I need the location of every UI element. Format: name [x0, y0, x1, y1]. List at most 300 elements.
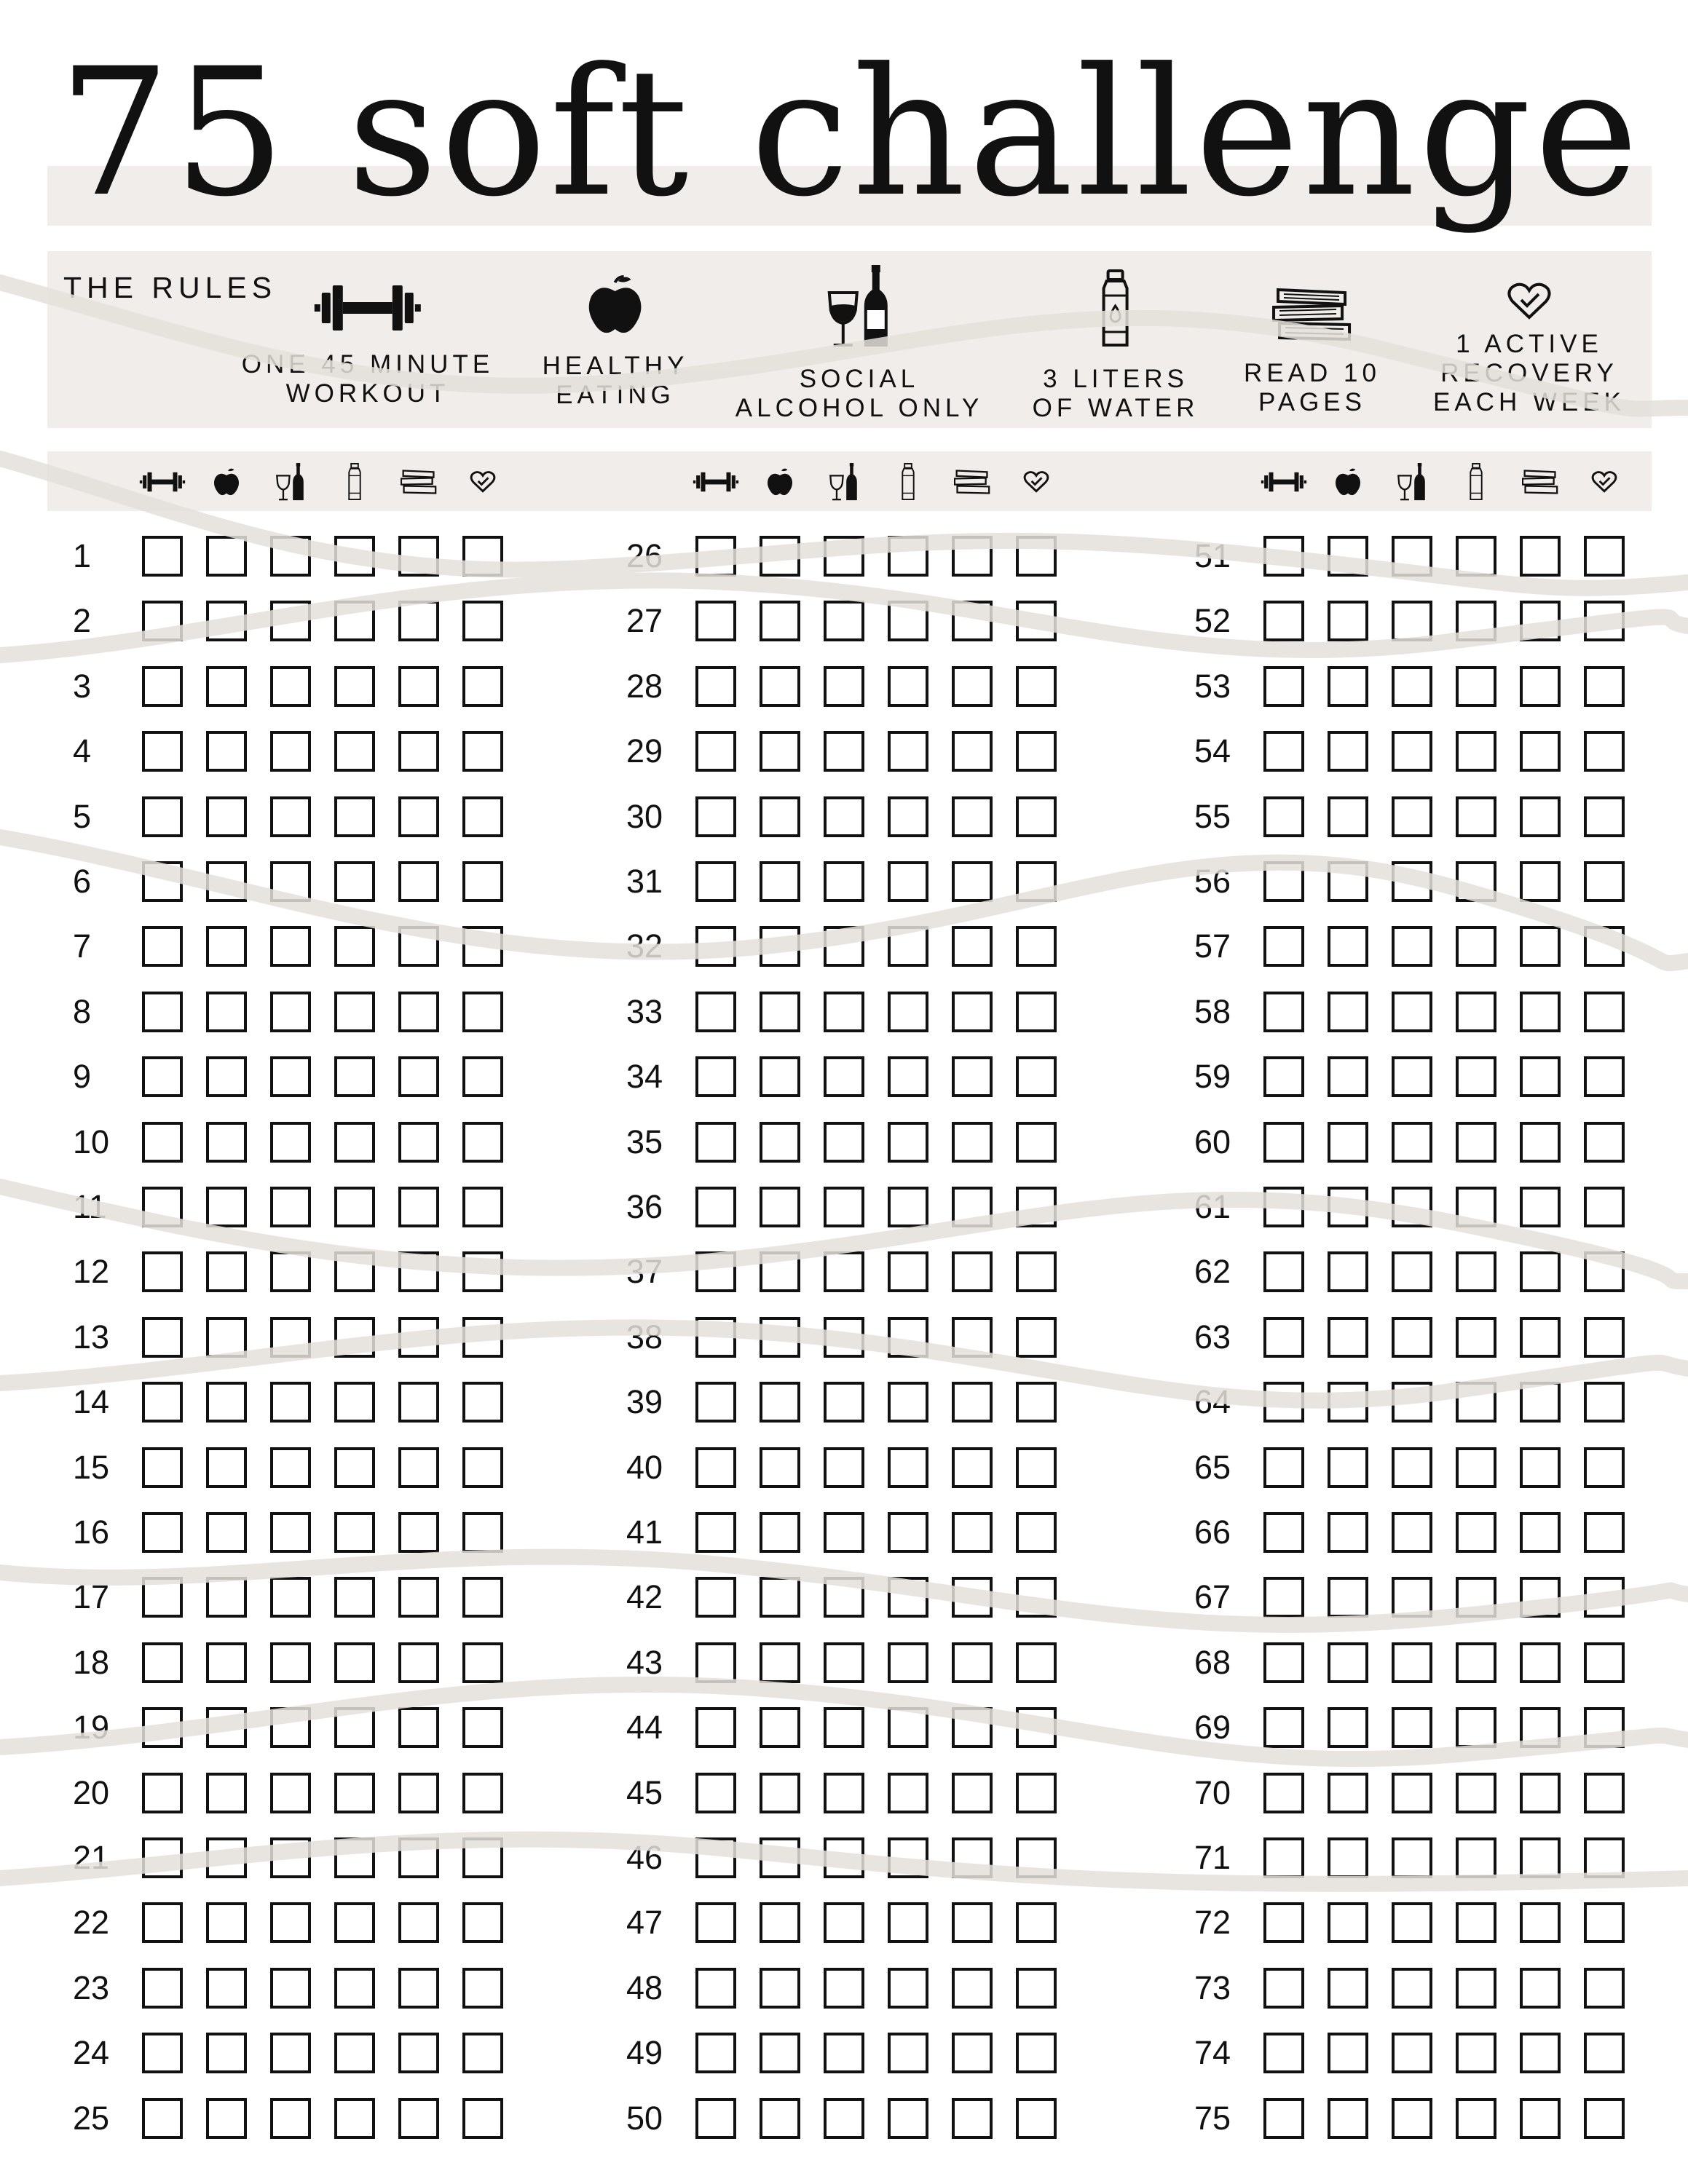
checkbox-active-recovery[interactable]: [1016, 1577, 1057, 1618]
checkbox-healthy-eating[interactable]: [1328, 1577, 1368, 1618]
checkbox-workout[interactable]: [695, 601, 736, 641]
checkbox-reading[interactable]: [952, 536, 993, 577]
checkbox-water[interactable]: [1456, 992, 1496, 1032]
checkbox-alcohol[interactable]: [270, 861, 311, 902]
checkbox-alcohol[interactable]: [1392, 536, 1432, 577]
checkbox-water[interactable]: [1456, 1447, 1496, 1488]
checkbox-active-recovery[interactable]: [462, 1382, 503, 1423]
checkbox-healthy-eating[interactable]: [760, 1512, 800, 1553]
checkbox-healthy-eating[interactable]: [760, 1577, 800, 1618]
checkbox-active-recovery[interactable]: [1016, 796, 1057, 837]
checkbox-alcohol[interactable]: [270, 731, 311, 772]
checkbox-active-recovery[interactable]: [1584, 1056, 1625, 1097]
checkbox-workout[interactable]: [1263, 1968, 1304, 2009]
checkbox-alcohol[interactable]: [1392, 1707, 1432, 1748]
checkbox-alcohol[interactable]: [270, 1642, 311, 1683]
checkbox-water[interactable]: [888, 1251, 928, 1292]
checkbox-workout[interactable]: [1263, 1837, 1304, 1878]
checkbox-water[interactable]: [334, 1317, 375, 1358]
checkbox-water[interactable]: [1456, 1902, 1496, 1943]
checkbox-healthy-eating[interactable]: [1328, 2033, 1368, 2073]
checkbox-healthy-eating[interactable]: [760, 1382, 800, 1423]
checkbox-workout[interactable]: [1263, 1902, 1304, 1943]
checkbox-healthy-eating[interactable]: [206, 1447, 247, 1488]
checkbox-healthy-eating[interactable]: [206, 1122, 247, 1163]
checkbox-workout[interactable]: [142, 731, 183, 772]
checkbox-water[interactable]: [1456, 1773, 1496, 1813]
checkbox-reading[interactable]: [1520, 992, 1561, 1032]
checkbox-alcohol[interactable]: [1392, 1968, 1432, 2009]
checkbox-workout[interactable]: [142, 1902, 183, 1943]
checkbox-alcohol[interactable]: [824, 536, 864, 577]
checkbox-active-recovery[interactable]: [462, 1707, 503, 1748]
checkbox-alcohol[interactable]: [270, 992, 311, 1032]
checkbox-water[interactable]: [1456, 796, 1496, 837]
checkbox-workout[interactable]: [695, 1251, 736, 1292]
checkbox-healthy-eating[interactable]: [1328, 666, 1368, 707]
checkbox-alcohol[interactable]: [824, 1968, 864, 2009]
checkbox-workout[interactable]: [695, 1447, 736, 1488]
checkbox-water[interactable]: [334, 1122, 375, 1163]
checkbox-alcohol[interactable]: [270, 601, 311, 641]
checkbox-workout[interactable]: [142, 666, 183, 707]
checkbox-workout[interactable]: [695, 1056, 736, 1097]
checkbox-water[interactable]: [888, 1902, 928, 1943]
checkbox-water[interactable]: [1456, 926, 1496, 967]
checkbox-active-recovery[interactable]: [462, 796, 503, 837]
checkbox-alcohol[interactable]: [1392, 1187, 1432, 1227]
checkbox-workout[interactable]: [695, 992, 736, 1032]
checkbox-workout[interactable]: [142, 536, 183, 577]
checkbox-workout[interactable]: [1263, 1512, 1304, 1553]
checkbox-alcohol[interactable]: [1392, 1837, 1432, 1878]
checkbox-water[interactable]: [888, 1382, 928, 1423]
checkbox-reading[interactable]: [398, 1317, 439, 1358]
checkbox-alcohol[interactable]: [824, 2098, 864, 2139]
checkbox-water[interactable]: [334, 1056, 375, 1097]
checkbox-reading[interactable]: [952, 1447, 993, 1488]
checkbox-reading[interactable]: [952, 926, 993, 967]
checkbox-workout[interactable]: [142, 1577, 183, 1618]
checkbox-workout[interactable]: [695, 1837, 736, 1878]
checkbox-workout[interactable]: [1263, 1251, 1304, 1292]
checkbox-workout[interactable]: [142, 1512, 183, 1553]
checkbox-water[interactable]: [888, 1122, 928, 1163]
checkbox-active-recovery[interactable]: [462, 2033, 503, 2073]
checkbox-active-recovery[interactable]: [1584, 1512, 1625, 1553]
checkbox-workout[interactable]: [695, 1707, 736, 1748]
checkbox-active-recovery[interactable]: [1016, 1968, 1057, 2009]
checkbox-healthy-eating[interactable]: [206, 1707, 247, 1748]
checkbox-workout[interactable]: [142, 2033, 183, 2073]
checkbox-workout[interactable]: [695, 1122, 736, 1163]
checkbox-active-recovery[interactable]: [1584, 926, 1625, 967]
checkbox-alcohol[interactable]: [1392, 666, 1432, 707]
checkbox-active-recovery[interactable]: [1584, 1968, 1625, 2009]
checkbox-active-recovery[interactable]: [1584, 666, 1625, 707]
checkbox-reading[interactable]: [952, 2033, 993, 2073]
checkbox-active-recovery[interactable]: [462, 1902, 503, 1943]
checkbox-active-recovery[interactable]: [462, 1773, 503, 1813]
checkbox-healthy-eating[interactable]: [206, 1382, 247, 1423]
checkbox-water[interactable]: [1456, 1251, 1496, 1292]
checkbox-reading[interactable]: [952, 1512, 993, 1553]
checkbox-reading[interactable]: [398, 601, 439, 641]
checkbox-healthy-eating[interactable]: [206, 1187, 247, 1227]
checkbox-alcohol[interactable]: [1392, 731, 1432, 772]
checkbox-reading[interactable]: [398, 796, 439, 837]
checkbox-water[interactable]: [334, 796, 375, 837]
checkbox-reading[interactable]: [398, 2033, 439, 2073]
checkbox-water[interactable]: [888, 1187, 928, 1227]
checkbox-active-recovery[interactable]: [1584, 1707, 1625, 1748]
checkbox-alcohol[interactable]: [270, 1382, 311, 1423]
checkbox-workout[interactable]: [695, 666, 736, 707]
checkbox-alcohol[interactable]: [270, 1707, 311, 1748]
checkbox-water[interactable]: [1456, 1968, 1496, 2009]
checkbox-workout[interactable]: [142, 1056, 183, 1097]
checkbox-water[interactable]: [1456, 1707, 1496, 1748]
checkbox-healthy-eating[interactable]: [760, 1122, 800, 1163]
checkbox-water[interactable]: [888, 926, 928, 967]
checkbox-healthy-eating[interactable]: [1328, 1968, 1368, 2009]
checkbox-healthy-eating[interactable]: [1328, 536, 1368, 577]
checkbox-healthy-eating[interactable]: [1328, 1837, 1368, 1878]
checkbox-reading[interactable]: [1520, 2098, 1561, 2139]
checkbox-water[interactable]: [1456, 1512, 1496, 1553]
checkbox-healthy-eating[interactable]: [206, 1642, 247, 1683]
checkbox-alcohol[interactable]: [824, 1251, 864, 1292]
checkbox-reading[interactable]: [1520, 1056, 1561, 1097]
checkbox-reading[interactable]: [398, 1707, 439, 1748]
checkbox-reading[interactable]: [1520, 1773, 1561, 1813]
checkbox-workout[interactable]: [1263, 1317, 1304, 1358]
checkbox-alcohol[interactable]: [1392, 992, 1432, 1032]
checkbox-reading[interactable]: [1520, 1317, 1561, 1358]
checkbox-reading[interactable]: [398, 992, 439, 1032]
checkbox-alcohol[interactable]: [270, 536, 311, 577]
checkbox-water[interactable]: [888, 1837, 928, 1878]
checkbox-healthy-eating[interactable]: [1328, 861, 1368, 902]
checkbox-water[interactable]: [888, 1512, 928, 1553]
checkbox-healthy-eating[interactable]: [760, 731, 800, 772]
checkbox-active-recovery[interactable]: [462, 992, 503, 1032]
checkbox-workout[interactable]: [695, 1642, 736, 1683]
checkbox-reading[interactable]: [1520, 536, 1561, 577]
checkbox-alcohol[interactable]: [824, 2033, 864, 2073]
checkbox-healthy-eating[interactable]: [206, 796, 247, 837]
checkbox-workout[interactable]: [1263, 861, 1304, 902]
checkbox-workout[interactable]: [695, 2033, 736, 2073]
checkbox-healthy-eating[interactable]: [1328, 1707, 1368, 1748]
checkbox-healthy-eating[interactable]: [760, 992, 800, 1032]
checkbox-reading[interactable]: [952, 1968, 993, 2009]
checkbox-workout[interactable]: [695, 796, 736, 837]
checkbox-healthy-eating[interactable]: [1328, 796, 1368, 837]
checkbox-workout[interactable]: [1263, 1773, 1304, 1813]
checkbox-workout[interactable]: [1263, 1382, 1304, 1423]
checkbox-active-recovery[interactable]: [1016, 926, 1057, 967]
checkbox-water[interactable]: [334, 536, 375, 577]
checkbox-water[interactable]: [334, 861, 375, 902]
checkbox-reading[interactable]: [398, 731, 439, 772]
checkbox-water[interactable]: [888, 2098, 928, 2139]
checkbox-alcohol[interactable]: [824, 1122, 864, 1163]
checkbox-healthy-eating[interactable]: [206, 2033, 247, 2073]
checkbox-reading[interactable]: [952, 731, 993, 772]
checkbox-water[interactable]: [334, 1968, 375, 2009]
checkbox-water[interactable]: [888, 1056, 928, 1097]
checkbox-reading[interactable]: [1520, 1122, 1561, 1163]
checkbox-water[interactable]: [1456, 601, 1496, 641]
checkbox-reading[interactable]: [1520, 1251, 1561, 1292]
checkbox-alcohol[interactable]: [824, 926, 864, 967]
checkbox-alcohol[interactable]: [824, 861, 864, 902]
checkbox-healthy-eating[interactable]: [760, 666, 800, 707]
checkbox-active-recovery[interactable]: [1016, 1902, 1057, 1943]
checkbox-workout[interactable]: [1263, 601, 1304, 641]
checkbox-healthy-eating[interactable]: [206, 1251, 247, 1292]
checkbox-workout[interactable]: [142, 926, 183, 967]
checkbox-alcohol[interactable]: [1392, 2033, 1432, 2073]
checkbox-workout[interactable]: [695, 1317, 736, 1358]
checkbox-water[interactable]: [334, 1187, 375, 1227]
checkbox-active-recovery[interactable]: [1016, 1187, 1057, 1227]
checkbox-water[interactable]: [888, 1642, 928, 1683]
checkbox-alcohol[interactable]: [1392, 1056, 1432, 1097]
checkbox-reading[interactable]: [952, 1707, 993, 1748]
checkbox-workout[interactable]: [1263, 1187, 1304, 1227]
checkbox-workout[interactable]: [1263, 1577, 1304, 1618]
checkbox-active-recovery[interactable]: [462, 536, 503, 577]
checkbox-healthy-eating[interactable]: [206, 861, 247, 902]
checkbox-healthy-eating[interactable]: [206, 926, 247, 967]
checkbox-reading[interactable]: [398, 1187, 439, 1227]
checkbox-alcohol[interactable]: [1392, 796, 1432, 837]
checkbox-active-recovery[interactable]: [462, 1837, 503, 1878]
checkbox-reading[interactable]: [1520, 731, 1561, 772]
checkbox-alcohol[interactable]: [1392, 1577, 1432, 1618]
checkbox-alcohol[interactable]: [270, 666, 311, 707]
checkbox-active-recovery[interactable]: [462, 1447, 503, 1488]
checkbox-workout[interactable]: [142, 1968, 183, 2009]
checkbox-workout[interactable]: [142, 1187, 183, 1227]
checkbox-healthy-eating[interactable]: [1328, 1512, 1368, 1553]
checkbox-alcohol[interactable]: [824, 1382, 864, 1423]
checkbox-reading[interactable]: [952, 1837, 993, 1878]
checkbox-alcohol[interactable]: [824, 796, 864, 837]
checkbox-water[interactable]: [334, 1707, 375, 1748]
checkbox-water[interactable]: [888, 1707, 928, 1748]
checkbox-water[interactable]: [1456, 1577, 1496, 1618]
checkbox-active-recovery[interactable]: [1584, 1122, 1625, 1163]
checkbox-reading[interactable]: [1520, 1512, 1561, 1553]
checkbox-healthy-eating[interactable]: [206, 1577, 247, 1618]
checkbox-workout[interactable]: [142, 1251, 183, 1292]
checkbox-alcohol[interactable]: [824, 666, 864, 707]
checkbox-alcohol[interactable]: [270, 926, 311, 967]
checkbox-active-recovery[interactable]: [1584, 1773, 1625, 1813]
checkbox-active-recovery[interactable]: [1016, 1837, 1057, 1878]
checkbox-active-recovery[interactable]: [1016, 1642, 1057, 1683]
checkbox-workout[interactable]: [1263, 992, 1304, 1032]
checkbox-reading[interactable]: [952, 666, 993, 707]
checkbox-active-recovery[interactable]: [462, 731, 503, 772]
checkbox-water[interactable]: [334, 2033, 375, 2073]
checkbox-healthy-eating[interactable]: [1328, 1382, 1368, 1423]
checkbox-healthy-eating[interactable]: [1328, 1773, 1368, 1813]
checkbox-alcohol[interactable]: [824, 1902, 864, 1943]
checkbox-alcohol[interactable]: [824, 1642, 864, 1683]
checkbox-active-recovery[interactable]: [462, 1317, 503, 1358]
checkbox-reading[interactable]: [1520, 666, 1561, 707]
checkbox-water[interactable]: [334, 2098, 375, 2139]
checkbox-water[interactable]: [334, 1837, 375, 1878]
checkbox-active-recovery[interactable]: [462, 1512, 503, 1553]
checkbox-reading[interactable]: [952, 2098, 993, 2139]
checkbox-water[interactable]: [888, 601, 928, 641]
checkbox-reading[interactable]: [1520, 1642, 1561, 1683]
checkbox-active-recovery[interactable]: [462, 1577, 503, 1618]
checkbox-workout[interactable]: [142, 1642, 183, 1683]
checkbox-alcohol[interactable]: [824, 992, 864, 1032]
checkbox-reading[interactable]: [952, 1187, 993, 1227]
checkbox-alcohol[interactable]: [1392, 1382, 1432, 1423]
checkbox-alcohol[interactable]: [824, 1707, 864, 1748]
checkbox-healthy-eating[interactable]: [1328, 1317, 1368, 1358]
checkbox-healthy-eating[interactable]: [1328, 601, 1368, 641]
checkbox-healthy-eating[interactable]: [206, 1317, 247, 1358]
checkbox-alcohol[interactable]: [824, 601, 864, 641]
checkbox-reading[interactable]: [398, 1382, 439, 1423]
checkbox-healthy-eating[interactable]: [1328, 1642, 1368, 1683]
checkbox-healthy-eating[interactable]: [760, 1837, 800, 1878]
checkbox-healthy-eating[interactable]: [760, 1902, 800, 1943]
checkbox-alcohol[interactable]: [1392, 926, 1432, 967]
checkbox-healthy-eating[interactable]: [206, 1837, 247, 1878]
checkbox-water[interactable]: [334, 1642, 375, 1683]
checkbox-healthy-eating[interactable]: [760, 1968, 800, 2009]
checkbox-alcohol[interactable]: [824, 1577, 864, 1618]
checkbox-reading[interactable]: [398, 1773, 439, 1813]
checkbox-active-recovery[interactable]: [462, 2098, 503, 2139]
checkbox-alcohol[interactable]: [270, 1122, 311, 1163]
checkbox-active-recovery[interactable]: [462, 1122, 503, 1163]
checkbox-workout[interactable]: [1263, 796, 1304, 837]
checkbox-reading[interactable]: [1520, 796, 1561, 837]
checkbox-active-recovery[interactable]: [462, 1251, 503, 1292]
checkbox-alcohol[interactable]: [1392, 861, 1432, 902]
checkbox-active-recovery[interactable]: [462, 666, 503, 707]
checkbox-healthy-eating[interactable]: [760, 2098, 800, 2139]
checkbox-reading[interactable]: [952, 1056, 993, 1097]
checkbox-workout[interactable]: [1263, 2098, 1304, 2139]
checkbox-healthy-eating[interactable]: [760, 861, 800, 902]
checkbox-healthy-eating[interactable]: [206, 731, 247, 772]
checkbox-water[interactable]: [334, 1447, 375, 1488]
checkbox-workout[interactable]: [142, 601, 183, 641]
checkbox-healthy-eating[interactable]: [206, 1968, 247, 2009]
checkbox-active-recovery[interactable]: [1584, 861, 1625, 902]
checkbox-active-recovery[interactable]: [462, 1968, 503, 2009]
checkbox-reading[interactable]: [398, 2098, 439, 2139]
checkbox-water[interactable]: [1456, 1122, 1496, 1163]
checkbox-active-recovery[interactable]: [462, 1642, 503, 1683]
checkbox-workout[interactable]: [1263, 536, 1304, 577]
checkbox-alcohol[interactable]: [824, 1056, 864, 1097]
checkbox-healthy-eating[interactable]: [206, 536, 247, 577]
checkbox-alcohol[interactable]: [270, 1187, 311, 1227]
checkbox-water[interactable]: [888, 536, 928, 577]
checkbox-water[interactable]: [1456, 1056, 1496, 1097]
checkbox-healthy-eating[interactable]: [1328, 1251, 1368, 1292]
checkbox-water[interactable]: [1456, 1382, 1496, 1423]
checkbox-workout[interactable]: [142, 2098, 183, 2139]
checkbox-alcohol[interactable]: [270, 2098, 311, 2139]
checkbox-healthy-eating[interactable]: [1328, 1447, 1368, 1488]
checkbox-water[interactable]: [334, 1512, 375, 1553]
checkbox-healthy-eating[interactable]: [760, 1642, 800, 1683]
checkbox-reading[interactable]: [1520, 601, 1561, 641]
checkbox-alcohol[interactable]: [270, 1837, 311, 1878]
checkbox-healthy-eating[interactable]: [760, 536, 800, 577]
checkbox-reading[interactable]: [398, 1447, 439, 1488]
checkbox-workout[interactable]: [142, 1447, 183, 1488]
checkbox-workout[interactable]: [142, 1122, 183, 1163]
checkbox-water[interactable]: [888, 1968, 928, 2009]
checkbox-water[interactable]: [1456, 1837, 1496, 1878]
checkbox-reading[interactable]: [1520, 861, 1561, 902]
checkbox-workout[interactable]: [1263, 1642, 1304, 1683]
checkbox-reading[interactable]: [1520, 1447, 1561, 1488]
checkbox-workout[interactable]: [1263, 2033, 1304, 2073]
checkbox-active-recovery[interactable]: [1016, 2098, 1057, 2139]
checkbox-reading[interactable]: [952, 1902, 993, 1943]
checkbox-water[interactable]: [888, 2033, 928, 2073]
checkbox-alcohol[interactable]: [270, 1902, 311, 1943]
checkbox-healthy-eating[interactable]: [1328, 926, 1368, 967]
checkbox-workout[interactable]: [695, 1187, 736, 1227]
checkbox-healthy-eating[interactable]: [206, 666, 247, 707]
checkbox-active-recovery[interactable]: [1584, 796, 1625, 837]
checkbox-alcohol[interactable]: [270, 1968, 311, 2009]
checkbox-healthy-eating[interactable]: [206, 2098, 247, 2139]
checkbox-water[interactable]: [334, 666, 375, 707]
checkbox-water[interactable]: [334, 992, 375, 1032]
checkbox-active-recovery[interactable]: [462, 926, 503, 967]
checkbox-reading[interactable]: [398, 861, 439, 902]
checkbox-workout[interactable]: [1263, 731, 1304, 772]
checkbox-active-recovery[interactable]: [1016, 1122, 1057, 1163]
checkbox-reading[interactable]: [398, 1251, 439, 1292]
checkbox-workout[interactable]: [695, 1577, 736, 1618]
checkbox-water[interactable]: [1456, 1187, 1496, 1227]
checkbox-active-recovery[interactable]: [1584, 1577, 1625, 1618]
checkbox-water[interactable]: [888, 861, 928, 902]
checkbox-healthy-eating[interactable]: [206, 1512, 247, 1553]
checkbox-active-recovery[interactable]: [1584, 1317, 1625, 1358]
checkbox-workout[interactable]: [1263, 926, 1304, 967]
checkbox-water[interactable]: [1456, 666, 1496, 707]
checkbox-healthy-eating[interactable]: [760, 1707, 800, 1748]
checkbox-active-recovery[interactable]: [1584, 2033, 1625, 2073]
checkbox-workout[interactable]: [695, 1382, 736, 1423]
checkbox-healthy-eating[interactable]: [760, 1056, 800, 1097]
checkbox-reading[interactable]: [398, 1837, 439, 1878]
checkbox-reading[interactable]: [1520, 1837, 1561, 1878]
checkbox-reading[interactable]: [952, 601, 993, 641]
checkbox-workout[interactable]: [142, 861, 183, 902]
